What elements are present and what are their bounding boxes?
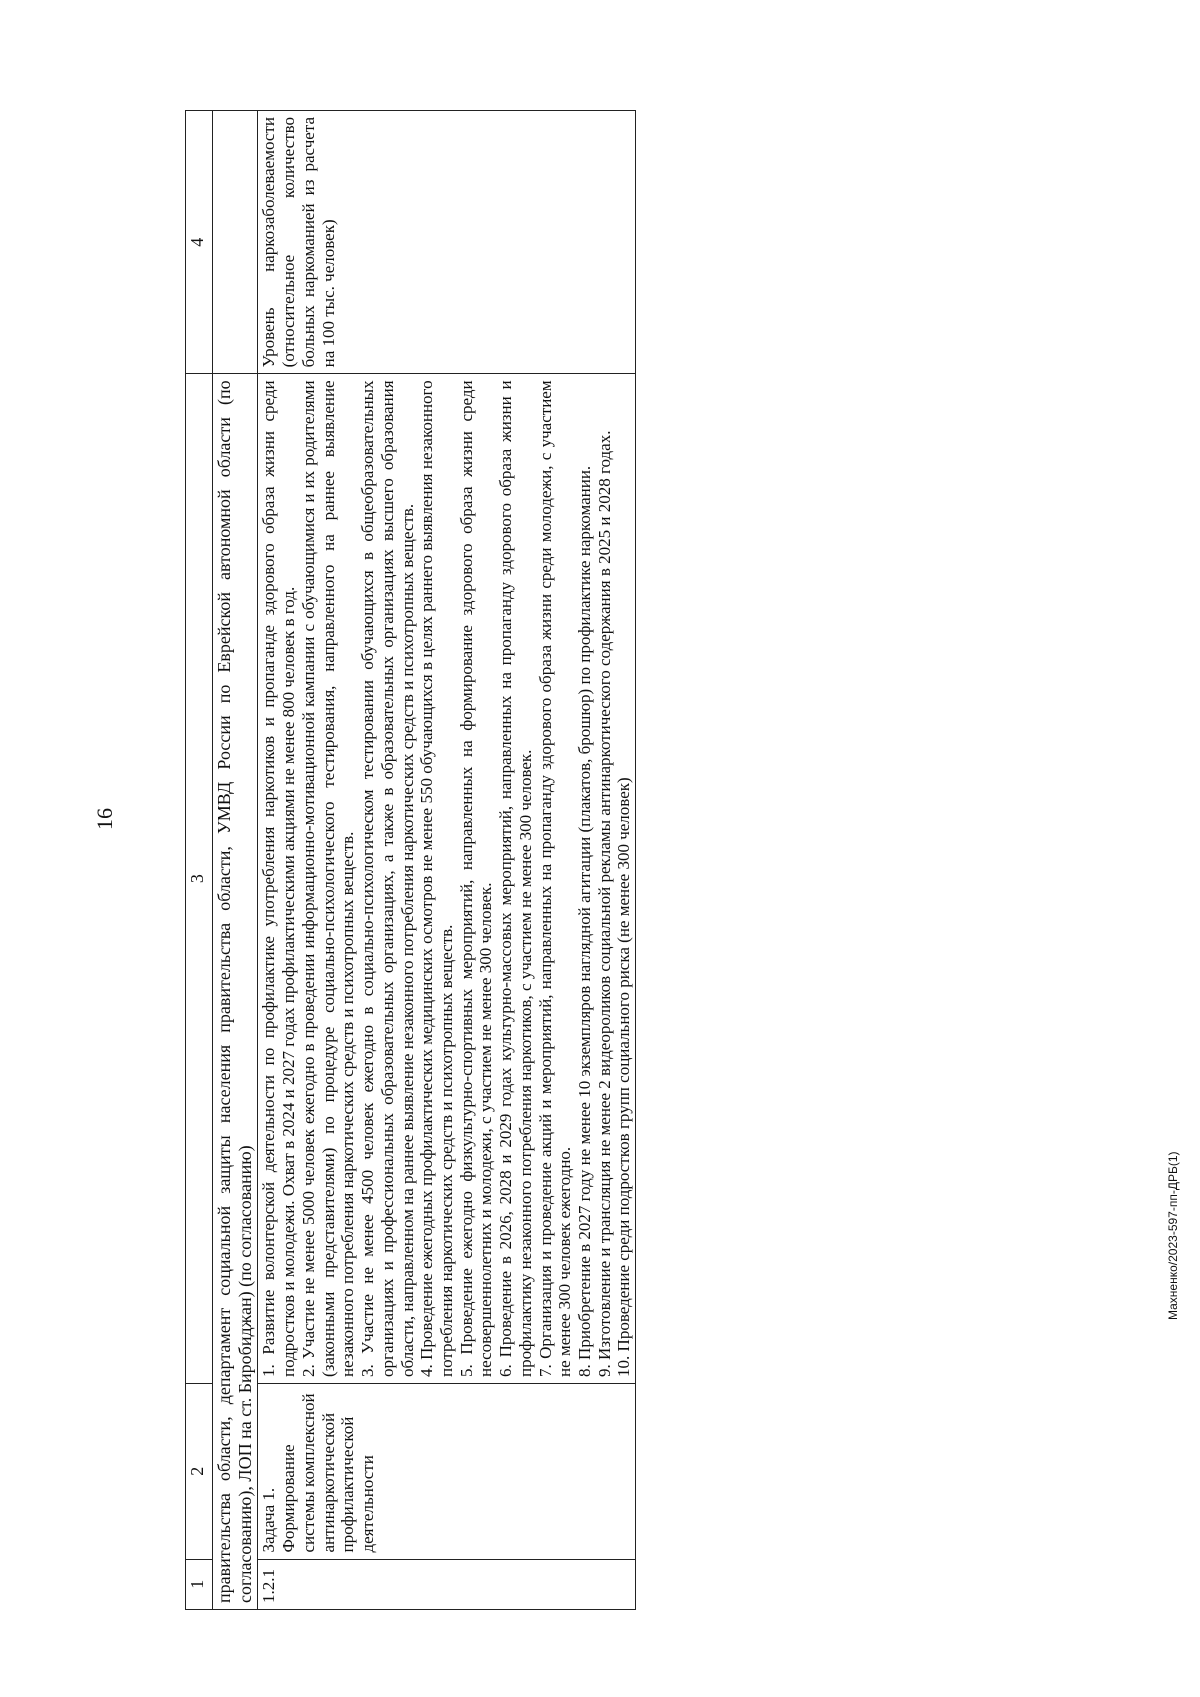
row-task: Задача 1. Формирование системы комплексной антинаркотической профилактической деятельности (258, 1383, 636, 1559)
measure-item: 4. Проведение ежегодных профилактических медицинских осмотров не менее 550 обучающихся в целях раннего выявления незаконного потребления наркотических средств и психотропных веществ. (417, 380, 456, 1377)
measure-item: 1. Развитие волонтерской деятельности по профилактике употребления наркотиков и пропаганде здорового образа жизни среди подростков и молодежи. Охват в 2024 и 2027 годах профилактическими акциями не менее 800 человек в год. (259, 380, 299, 1377)
row-number: 1.2.1 (258, 1559, 636, 1609)
rotated-table-container (185, 110, 1105, 1610)
footer-document-code: Махненко/2023-597-пп-ДРБ(1) (1166, 1151, 1180, 1320)
header-col-2: 2 (186, 1383, 213, 1559)
span-row-text: правительства области, департамент социальной защиты населения правительства области, УМВД России по Еврейской автономной области (по согласованию), ЛОП на ст. Биробиджан) (по согласованию) (213, 374, 258, 1610)
measure-item: 6. Проведение в 2026, 2028 и 2029 годах культурно-массовых мероприятий, направленных на пропаганду здорового образа жизни и профилактику незаконного потребления наркотиков, с участием не менее 300 человек. (496, 380, 535, 1377)
measure-item: 5. Проведение ежегодно физкультурно-спортивных мероприятий, направленных на формирование здорового образа жизни среди несовершеннолетних и молодежи, с участием не менее 300 человек. (456, 380, 496, 1377)
row-measures (258, 374, 636, 1384)
header-col-3: 3 (186, 374, 213, 1384)
measure-item: 10. Проведение среди подростков групп социального риска (не менее 300 человек) (614, 777, 634, 1377)
measure-item: 2. Участие не менее 5000 человек ежегодно в проведении информационно-мотивационной кампании с обучающимися и их родителями (законными представителями) по процедуре социально-психологического тестирования, направленного на раннее выявление незаконного потребления наркотических средств и психотропных веществ. (298, 380, 358, 1377)
measure-item: 9. Изготовление и трансляция не менее 2 видеороликов социальной рекламы антинаркотического содержания в 2025 и 2028 годах. (594, 430, 614, 1377)
measure-item: 8. Приобретение в 2027 году не менее 10 экземпляров наглядной агитации (плакатов, брошюр) по профилактике наркомании. (574, 465, 594, 1377)
table-row-span (213, 111, 258, 1610)
row-indicator: Уровень наркозаболеваемости (относительное количество больных наркоманией из расчета на 100 тыс. человек) (258, 111, 636, 374)
measure-item: 3. Участие не менее 4500 человек ежегодно в социально-психологическом тестировании обучающихся в общеобразовательных организациях и профессиональных образовательных организациях, а также в образовательных организациях высшего образования области, направленном на раннее выявление незаконного потребления наркотических средств и психотропных веществ. (358, 380, 417, 1377)
table-header-row (186, 111, 213, 1610)
header-col-1: 1 (186, 1559, 213, 1609)
page-number: 16 (92, 808, 117, 830)
measure-item: 7. Организация и проведение акций и мероприятий, направленных на пропаганду здорового образа жизни среди молодежи, с участием не менее 300 человек ежегодно. (535, 380, 575, 1377)
header-col-4: 4 (186, 111, 213, 374)
program-table (185, 110, 636, 1610)
span-row-empty (213, 111, 258, 374)
table-row (258, 111, 636, 1610)
